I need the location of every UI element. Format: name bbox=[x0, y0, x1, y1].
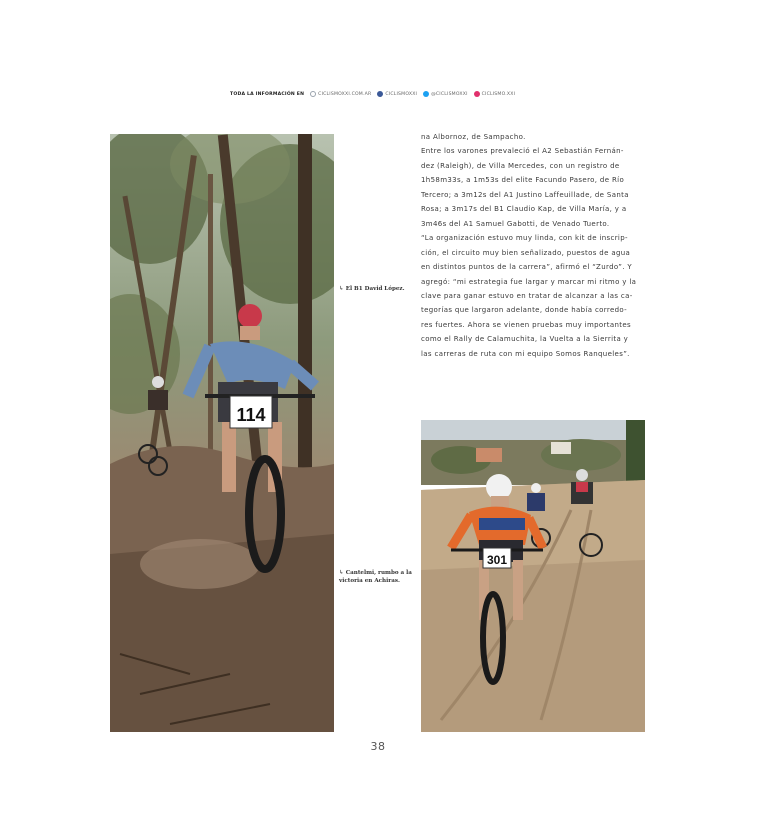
article-line: agregó: “mi estrategia fue largar y marcar mi ritmo y la bbox=[421, 277, 637, 286]
header-link-web-text: CICLISMOXXI.COM.AR bbox=[318, 91, 372, 97]
header-link-twitter[interactable] bbox=[423, 91, 468, 97]
article-body bbox=[421, 130, 643, 361]
bib-number-301: 301 bbox=[486, 553, 508, 567]
article-line: las carreras de ruta con mi equipo Somos Ranqueles”. bbox=[421, 349, 630, 358]
article-line: Rosa; a 3m17s del B1 Claudio Kap, de Villa María, y a bbox=[421, 205, 627, 214]
photo-rider-114 bbox=[110, 134, 334, 732]
article-line: clave para ganar estuvo en tratar de alcanzar a las ca- bbox=[421, 291, 633, 300]
article-line: ción, el circuito muy bien señalizado, puestos de agua bbox=[421, 248, 631, 257]
caption-david-lopez bbox=[339, 286, 405, 294]
header-link-instagram-text: CICLISMO.XXI bbox=[481, 91, 516, 97]
facebook-icon bbox=[377, 91, 383, 97]
article-line: na Albornoz, de Sampacho. bbox=[421, 133, 526, 141]
header-lead: TODA LA INFORMACIÓN EN bbox=[230, 91, 305, 97]
header-link-twitter-text: @CICLISMOXXI bbox=[431, 91, 468, 97]
twitter-icon bbox=[423, 91, 429, 97]
article-line: como el Rally de Calamuchita, la Vuelta a la Sierrita y bbox=[421, 335, 629, 344]
caption-arrow-icon: ↳ bbox=[339, 570, 344, 576]
page-number: 38 bbox=[370, 740, 386, 753]
header-link-instagram[interactable] bbox=[474, 91, 516, 97]
article-line: tegorías que largaron adelante, donde había corredo- bbox=[421, 306, 628, 315]
article-line: 3m46s del A1 Samuel Gabotti, de Venado Tuerto. bbox=[421, 219, 610, 228]
caption-text: El B1 David López. bbox=[345, 286, 405, 292]
caption-text-line2: victoria en Achiras. bbox=[339, 577, 400, 584]
article-line: Entre los varones prevaleció el A2 Sebastián Fernán- bbox=[421, 147, 624, 156]
article-line: “La organización estuvo muy linda, con kit de inscrip- bbox=[421, 234, 628, 243]
article-line: res fuertes. Ahora se vienen pruebas muy importantes bbox=[421, 320, 632, 329]
caption-text-line1: Cantelmi, rumbo a la bbox=[345, 570, 412, 576]
header-link-web[interactable] bbox=[310, 91, 371, 97]
globe-icon bbox=[310, 91, 316, 97]
article-line: en distintos puntos de la carrera”, afirmó el “Zurdo”. Y bbox=[421, 263, 633, 272]
photo-rider-301 bbox=[421, 420, 645, 732]
caption-cantelmi bbox=[339, 570, 412, 585]
article-line: dez (Raleigh), de Villa Mercedes, con un registro de bbox=[421, 161, 620, 170]
article-line: Tercero; a 3m12s del A1 Justino Laffeuillade, de Santa bbox=[421, 190, 629, 199]
caption-arrow-icon: ↳ bbox=[339, 286, 344, 292]
article-line: 1h58m33s, a 1m53s del elite Facundo Pasero, de Río bbox=[421, 176, 625, 185]
page-header bbox=[230, 89, 515, 99]
instagram-icon bbox=[474, 91, 480, 97]
header-link-facebook-text: CICLISMOXXI bbox=[385, 91, 418, 97]
header-link-facebook[interactable] bbox=[377, 91, 417, 97]
bib-number-114: 114 bbox=[236, 405, 266, 425]
